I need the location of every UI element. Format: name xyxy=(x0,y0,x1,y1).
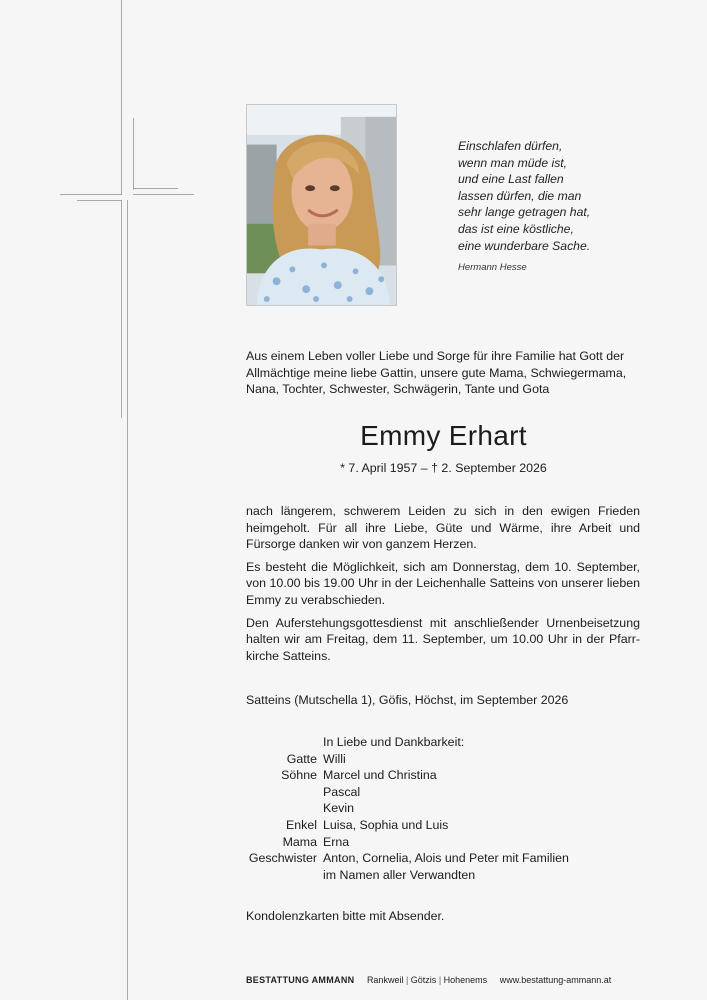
footer-location: Rankweil xyxy=(366,975,404,985)
footer-location: Hohenems xyxy=(443,975,488,985)
mourner-role: Geschwister xyxy=(248,851,317,866)
mourner-names: Willi xyxy=(323,751,346,766)
mourner-role xyxy=(246,800,323,817)
life-dates: * 7. April 1957 – † 2. September 2026 xyxy=(340,461,547,475)
text-line: kirche Satteins. xyxy=(246,648,331,663)
mourner-role: Mama xyxy=(282,834,317,849)
portrait-photo xyxy=(246,104,397,306)
cross-line xyxy=(121,0,122,195)
text-line: von 10.00 bis 19.00 Uhr in der Leichenhalle Satteins von unserer lieben xyxy=(246,576,640,591)
quote-line: und eine Last fallen xyxy=(458,172,564,187)
mourner-role xyxy=(246,784,323,801)
mourner-row xyxy=(246,850,569,867)
quote-line: sehr lange getragen hat, xyxy=(458,205,591,220)
intro-text xyxy=(246,348,641,398)
footer-location: Götzis xyxy=(410,975,437,985)
cross-line xyxy=(77,200,121,201)
intro-line: Allmächtige meine liebe Gattin, unsere gute Mama, Schwiegermama, xyxy=(246,365,627,380)
mourner-row xyxy=(246,867,569,884)
text-line: nach längerem, schwerem Leiden zu sich in den ewigen Frieden xyxy=(246,504,640,518)
announcement-text xyxy=(246,503,640,670)
quote-line: das ist eine köstliche, xyxy=(458,221,574,236)
mourner-row xyxy=(246,784,569,801)
quote-line: wenn man müde ist, xyxy=(458,155,568,170)
mourner-names: Kevin xyxy=(323,801,354,816)
intro-line: Aus einem Leben voller Liebe und Sorge für ihre Familie hat Gott der xyxy=(246,349,625,363)
mourner-names: im Namen aller Verwandten xyxy=(323,867,476,882)
mourners-heading: In Liebe und Dankbarkeit: xyxy=(323,735,465,749)
text-line: Den Auferstehungsgottesdienst mit anschließender Urnenbeisetzung xyxy=(246,615,640,630)
mourners-heading-row xyxy=(246,734,569,751)
quote-author: Hermann Hesse xyxy=(458,262,527,274)
mourner-row xyxy=(246,834,569,851)
mourner-row xyxy=(246,817,569,834)
mourner-names: Erna xyxy=(323,834,350,849)
condolence-note: Kondolenzkarten bitte mit Absender. xyxy=(246,909,445,923)
cross-line xyxy=(133,118,134,190)
mourner-row xyxy=(246,767,569,784)
deceased-name: Emmy Erhart xyxy=(360,420,527,451)
paragraph xyxy=(246,615,640,665)
cross-line xyxy=(133,188,178,189)
text-line: Es besteht die Möglichkeit, sich am Donnerstag, dem 10. September, xyxy=(246,559,640,574)
mourner-names: Marcel und Christina xyxy=(323,768,437,783)
quote-text xyxy=(458,138,688,254)
cross-line xyxy=(60,194,121,195)
memorial-quote xyxy=(458,138,688,277)
mourners-list xyxy=(246,734,569,883)
footer: BESTATTUNG AMMANN Rankweil | Götzis | Hohenems www.bestattung-ammann.at xyxy=(246,975,612,985)
cross-line xyxy=(127,200,128,1000)
cross-line xyxy=(133,194,194,195)
mourner-role: Enkel xyxy=(286,817,317,832)
mourner-row xyxy=(246,800,569,817)
mourner-names: Luisa, Sophia und Luis xyxy=(323,817,449,832)
mourner-role: Söhne xyxy=(281,768,317,783)
mourner-names: Anton, Cornelia, Alois und Peter mit Familien xyxy=(323,851,569,866)
mourner-names: Pascal xyxy=(323,784,361,799)
mourner-row xyxy=(246,751,569,768)
paragraph xyxy=(246,503,640,553)
quote-line: lassen dürfen, die man xyxy=(458,188,582,203)
mourner-role: Gatte xyxy=(286,751,317,766)
cross-ornament xyxy=(0,0,200,1000)
footer-website: www.bestattung-ammann.at xyxy=(499,975,612,985)
intro-line: Nana, Tochter, Schwester, Schwägerin, Tante und Gota xyxy=(246,382,550,397)
text-line: heimgeholt. Für all ihre Liebe, Güte und Wärme, ihre Arbeit und xyxy=(246,520,640,535)
place-and-date: Satteins (Mutschella 1), Göfis, Höchst, im September 2026 xyxy=(246,693,569,707)
text-line: halten wir am Freitag, dem 11. September, um 10.00 Uhr in der Pfarr- xyxy=(246,632,640,647)
quote-line: eine wunderbare Sache. xyxy=(458,238,591,253)
funeral-home-name: BESTATTUNG AMMANN xyxy=(246,975,355,985)
paragraph xyxy=(246,559,640,609)
text-line: Emmy zu verabschieden. xyxy=(246,592,386,607)
cross-line xyxy=(121,200,122,418)
mourner-role xyxy=(246,867,323,884)
text-line: Fürsorge danken wir von ganzem Herzen. xyxy=(246,537,477,552)
quote-line: Einschlafen dürfen, xyxy=(458,139,563,153)
